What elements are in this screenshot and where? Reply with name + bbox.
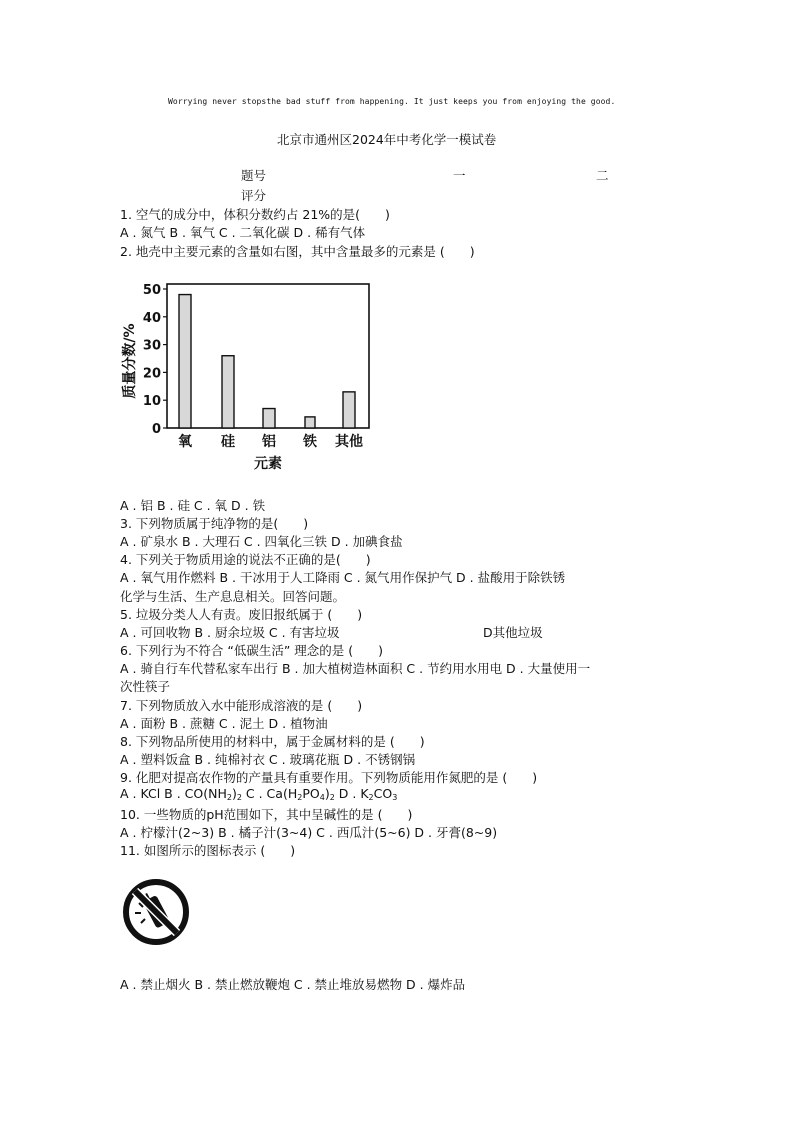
element-abundance-chart <box>118 279 378 475</box>
q4-options: A . 氧气用作燃料 B . 干冰用于人工降雨 C . 氮气用作保护气 D . 盐酸用于除铁锈 <box>120 570 566 585</box>
chart-y-tick-label: 50 <box>142 283 161 298</box>
q11-stem: 11. 如图所示的图标表示 ( ) <box>120 843 296 858</box>
chart-x-category-label: 硅 <box>221 434 235 450</box>
q3-options: A . 矿泉水 B . 大理石 C . 四氧化三铁 D . 加碘食盐 <box>120 534 403 549</box>
q2-options: A . 铝 B . 硅 C . 氧 D . 铁 <box>120 498 266 513</box>
q5-stem: 5. 垃圾分类人人有责。废旧报纸属于 ( ) <box>120 607 363 622</box>
chart-x-category-label: 其他 <box>335 434 363 450</box>
score-table-col1: 一 <box>453 168 466 183</box>
q10-options: A . 柠檬汁(2~3) B . 橘子汁(3~4) C . 西瓜汁(5~6) D . 牙膏(8~9) <box>120 825 498 840</box>
chart-bar-3 <box>305 417 315 428</box>
q7-stem: 7. 下列物质放入水中能形成溶液的是 ( ) <box>120 698 363 713</box>
q8-options: A . 塑料饭盒 B . 纯棉衬衣 C . 玻璃花瓶 D . 不锈钢锅 <box>120 752 416 767</box>
chart-x-axis-label: 元素 <box>254 456 282 472</box>
chart-x-category-label: 铝 <box>262 434 276 450</box>
chart-bar-2 <box>263 409 275 428</box>
q6-options-cont: 次性筷子 <box>120 679 171 694</box>
q9-options: A . KCl B . $CO(NH_2)_2$ C . $Ca(H_2PO_4)_2$ D . $K_2CO_3$ <box>120 786 398 802</box>
chart-bar-4 <box>343 392 355 428</box>
chart-y-tick-label: 30 <box>142 338 161 354</box>
chart-x-category-label: 氧 <box>178 434 192 450</box>
page-title: 北京市通州区2024年中考化学一模试卷 <box>277 132 497 147</box>
q10-stem: 10. 一些物质的pH范围如下，其中呈碱性的是 ( ) <box>120 807 413 822</box>
q3-stem: 3. 下列物质属于纯净物的是( ) <box>120 516 309 531</box>
chart-bar-0 <box>179 295 191 428</box>
q6-options: A . 骑自行车代替私家车出行 B . 加大植树造林面积 C . 节约用水用电 D . 大量使用一 <box>120 661 591 676</box>
chart-bar-1 <box>222 356 234 428</box>
chart-x-category-label: 铁 <box>303 434 317 450</box>
q9-stem: 9. 化肥对提高农作物的产量具有重要作用。下列物质能用作氮肥的是 ( ) <box>120 770 538 785</box>
q6-stem: 6. 下列行为不符合 “低碳生活” 理念的是 ( ) <box>120 643 384 658</box>
chart-y-tick-label: 10 <box>142 394 161 410</box>
q5-options: A . 可回收物 B . 厨余垃圾 C . 有害垃圾 <box>120 625 340 640</box>
q1-stem: 1. 空气的成分中，体积分数约占 21%的是( ) <box>120 207 390 222</box>
score-table-row2-label: 评分 <box>241 188 267 203</box>
chart-y-axis-label: 质量分数/% <box>122 323 138 399</box>
header-motto: Worrying never stopsthe bad stuff from happening. It just keeps you from enjoying the good. <box>168 97 616 106</box>
q11-options: A . 禁止烟火 B . 禁止燃放鞭炮 C . 禁止堆放易燃物 D . 爆炸品 <box>120 977 466 992</box>
score-table-col2: 二 <box>596 168 609 183</box>
chart-plot-frame <box>167 284 369 428</box>
q8-stem: 8. 下列物品所使用的材料中，属于金属材料的是 ( ) <box>120 734 425 749</box>
chart-y-tick-label: 20 <box>142 366 161 382</box>
q2-stem: 2. 地壳中主要元素的含量如右图，其中含量最多的元素是 ( ) <box>120 244 475 259</box>
no-firecracker-sign-icon <box>121 877 191 947</box>
q1-options: A . 氮气 B . 氧气 C . 二氧化碳 D . 稀有气体 <box>120 225 366 240</box>
score-table-row1-label: 题号 <box>241 168 267 183</box>
q4-stem: 4. 下列关于物质用途的说法不正确的是( ) <box>120 552 371 567</box>
q5-option-d: D其他垃圾 <box>483 625 543 640</box>
chart-y-tick-label: 40 <box>142 310 161 326</box>
section-intro: 化学与生活、生产息息相关。回答问题。 <box>120 589 346 604</box>
q7-options: A . 面粉 B . 蔗糖 C . 泥土 D . 植物油 <box>120 716 328 731</box>
chart-y-tick-label: 0 <box>151 422 161 437</box>
